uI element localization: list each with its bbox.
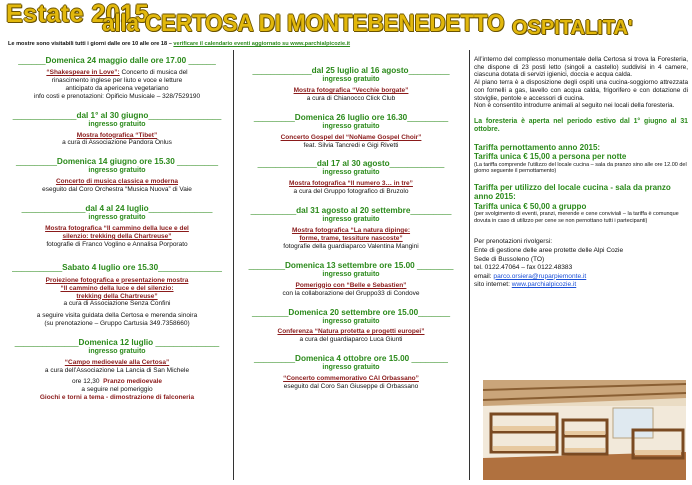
title-main: alla CERTOSA DI MONTEBENEDETTO — [102, 10, 505, 37]
event-title: Proiezione fotografica e presentazione mostra — [45, 276, 189, 284]
event-title: Mostra fotografica “La natura dipinge: — [291, 227, 411, 235]
foresteria-description: All’interno del complesso monumentale della Certosa si trova la Foresteria, che dispone di 23 posti letto (singoli a castello) suddivisi in 4 camere, ciascuna dotata di servizi igienici, doccia e acqua calda. — [474, 56, 688, 79]
tariff-overnight-value: Tariffa unica € 15,00 a persona per notte — [474, 152, 627, 162]
hospitality-column — [474, 56, 688, 290]
contact-block: Per prenotazioni rivolgersi: Ente di gestione delle aree protette delle Alpi Cozie Sede di Bussoleno (TO) tel. 0122.47064 – fax 0122.48383 email: parco.orsiera@ruparpiemonte.it sito internet: www.parchialpicozie.it — [474, 238, 624, 289]
kitchen-description: Al piano terra è a disposizione degli ospiti una cucina-soggiorno attrezzata con fornelli a gas, lavello con acqua calda, frigorifero e con dotazione di stoviglie, pentole e accessori di cucina. — [474, 79, 688, 102]
opening-period: La foresteria è aperta nel periodo estivo dal 1° giugno al 31 ottobre. — [474, 117, 688, 133]
event-date: dal 31 agosto al 20 settembre — [296, 206, 411, 216]
event-block: _________Domenica 14 giugno ore 15.30 _________ ingresso gratuito Concerto di musica classica e moderna eseguito dal Coro Orchestra “Musica Nuova” di Vaie — [4, 157, 230, 194]
tariff-overnight-note: (La tariffa comprende l’utilizzo del locale cucina – sala da pranzo sino alle ore 12.00 del giorno seguente il pernottamento) — [474, 161, 687, 175]
visiting-hours-text: Le mostre sono visitabili tutti i giorni dalle ore 10 alle ore 18 – — [8, 41, 174, 47]
title-ospitalita: OSPITALITA' — [512, 17, 633, 39]
event-date: dal 25 luglio al 16 agosto — [311, 66, 409, 75]
event-title: Mostra fotografica “Il numero 3… in tre” — [289, 180, 413, 188]
event-title: Conferenza “Natura protetta e progetti europei” — [277, 328, 425, 336]
email-link[interactable]: parco.orsiera@ruparpiemonte.it — [493, 272, 587, 280]
event-date: Domenica 12 luglio — [78, 338, 154, 348]
event-title: Concerto Gospel del “NoName Gospel Choir” — [280, 133, 422, 141]
event-block: _________Domenica 26 luglio ore 16.30_________ ingresso gratuito Concerto Gospel del “NoName Gospel Choir” feat. Silvia Tancredi e Gigi Rivetti — [238, 113, 464, 150]
event-block: ______Domenica 24 maggio dalle ore 17.00 ______ “Shakespeare in Love”: Concerto di musica del rinascimento inglese per liuto e voce e letture anticipato da apericena vegetariano info costi e prenotazioni: Opificio Musicale – 328/7529190 — [18, 56, 216, 100]
event-date: Domenica 13 settembre ore 15.00 — [285, 260, 415, 270]
event-block: ________Domenica 20 settembre ore 15.00_______ ingresso gratuito Conferenza “Natura protetta e progetti europei” a cura del guardiaparco Luca Giunti — [238, 308, 464, 345]
event-date: Domenica 14 giugno ore 15.30 — [56, 157, 175, 167]
tariff-overnight-title: Tariffa pernottamento anno 2015: — [474, 142, 601, 152]
event-date: dal 1° al 30 giugno — [76, 110, 149, 120]
event-date: Domenica 24 maggio dalle ore 17.00 — [45, 56, 187, 65]
event-date: Domenica 20 settembre ore 15.00 — [288, 307, 419, 317]
calendar-link[interactable]: verificare il calendario eventi aggiornato su www.parchialpicozie.it — [173, 41, 351, 47]
tariff-kitchen-value: Tariffa unica € 50,00 a gruppo — [474, 201, 587, 211]
title-year: Estate 2015 — [6, 0, 150, 28]
event-title: Concerto di musica classica e moderna — [55, 178, 179, 186]
events-column-2 — [238, 66, 464, 401]
event-title: “Shakespeare in Love”: — [46, 69, 120, 76]
event-block: ______________dal 4 al 24 luglio______________ ingresso gratuito Mostra fotografica “Il cammino della luce e del silenzio: trekking della Chartreuse” fotografie di Franco Voglino e Annalisa Porporato — [4, 204, 230, 249]
event-title: Mostra fotografica “Tibet” — [76, 131, 158, 139]
event-title: “Concerto commemorativo CAI Orbassano” — [283, 375, 419, 383]
event-title: Pomeriggio con “Belle e Sebastien” — [295, 281, 407, 289]
event-date: dal 4 al 24 luglio — [85, 204, 149, 214]
event-block: ______________dal 1° al 30 giugno________________ ingresso gratuito Mostra fotografica “Tibet” a cura di Associazione Pandora Onlus — [4, 111, 230, 148]
website-link[interactable]: www.parchialpicozie.it — [511, 281, 577, 289]
event-date: Sabato 4 luglio ore 15.30 — [62, 262, 159, 272]
free-entry-label: ingresso gratuito — [88, 120, 146, 128]
column-divider-1 — [233, 50, 234, 480]
event-title: Pranzo medioevale — [103, 377, 162, 385]
visiting-hours-line — [8, 41, 468, 47]
event-date: Domenica 26 luglio ore 16.30 — [294, 112, 408, 122]
tariff-kitchen-title: Tariffa per utilizzo del locale cucina - sala da pranzo anno 2015: — [474, 182, 671, 202]
column-divider-2 — [469, 50, 470, 480]
event-block: ___________Sabato 4 luglio ore 15.30______________ Proiezione fotografica e presentazione mostra “Il cammino della luce e del silenzio: trekking della Chartreuse” a cura di Associazione Senza Confini a seguire visita guidata della Certosa e merenda sinoira (su prenotazione – Gruppo Cartusia 349.7358660) — [4, 263, 230, 328]
tariff-kitchen-note: (per svolgimento di eventi, pranzi, merende e cene conviviali – la tariffa è comunque dovuta in caso di utilizzo per cene se non pernottano tutti i partecipanti) — [474, 211, 679, 224]
event-block: ______________Domenica 12 luglio ______________ ingresso gratuito “Campo medioevale alla Certosa” a cura dell’Associazione La Lancia di San Michele ore 12,30 Pranzo medioevale a seguire nel pomeriggio Giochi e torni a tema - dimostrazione di falconeria — [4, 338, 230, 401]
event-block: ________Domenica 13 settembre ore 15.00 ________ ingresso gratuito Pomeriggio con “Belle e Sebastien” con la collaborazione del Gruppo33 di Condove — [238, 261, 464, 298]
event-title: Mostra fotografica “Vecchie borgate” — [293, 86, 409, 94]
event-date: Domenica 4 ottobre ore 15.00 — [295, 354, 410, 364]
pets-notice: Non è consentito introdurre animali al seguito nei locali della foresteria. — [474, 102, 675, 110]
event-block: __________dal 31 agosto al 20 settembre_________ ingresso gratuito Mostra fotografica “La natura dipinge: forme, trame, tessiture nascoste” fotografie della guardiaparco Valentina Mangini — [238, 206, 464, 251]
room-illustration — [483, 380, 686, 480]
events-column-1 — [4, 56, 230, 412]
event-title: Mostra fotografica “Il cammino della luce e del — [45, 224, 189, 232]
event-title: “Campo medioevale alla Certosa” — [64, 359, 170, 367]
event-block: _____________dal 17 al 30 agosto____________ ingresso gratuito Mostra fotografica “Il numero 3… in tre” a cura del Gruppo fotografico di Bruzolo — [238, 159, 464, 196]
event-block: _________Domenica 4 ottobre ore 15.00 ________ ingresso gratuito “Concerto commemorativo CAI Orbassano” eseguito dal Coro San Giuseppe di Orbassano — [238, 354, 464, 391]
foresteria-room-photo — [483, 380, 686, 480]
event-date: dal 17 al 30 agosto — [316, 159, 390, 169]
event-block: _____________dal 25 luglio al 16 agosto_________ ingresso gratuito Mostra fotografica “Vecchie borgate” a cura di Chianocco Click Club — [238, 66, 464, 103]
